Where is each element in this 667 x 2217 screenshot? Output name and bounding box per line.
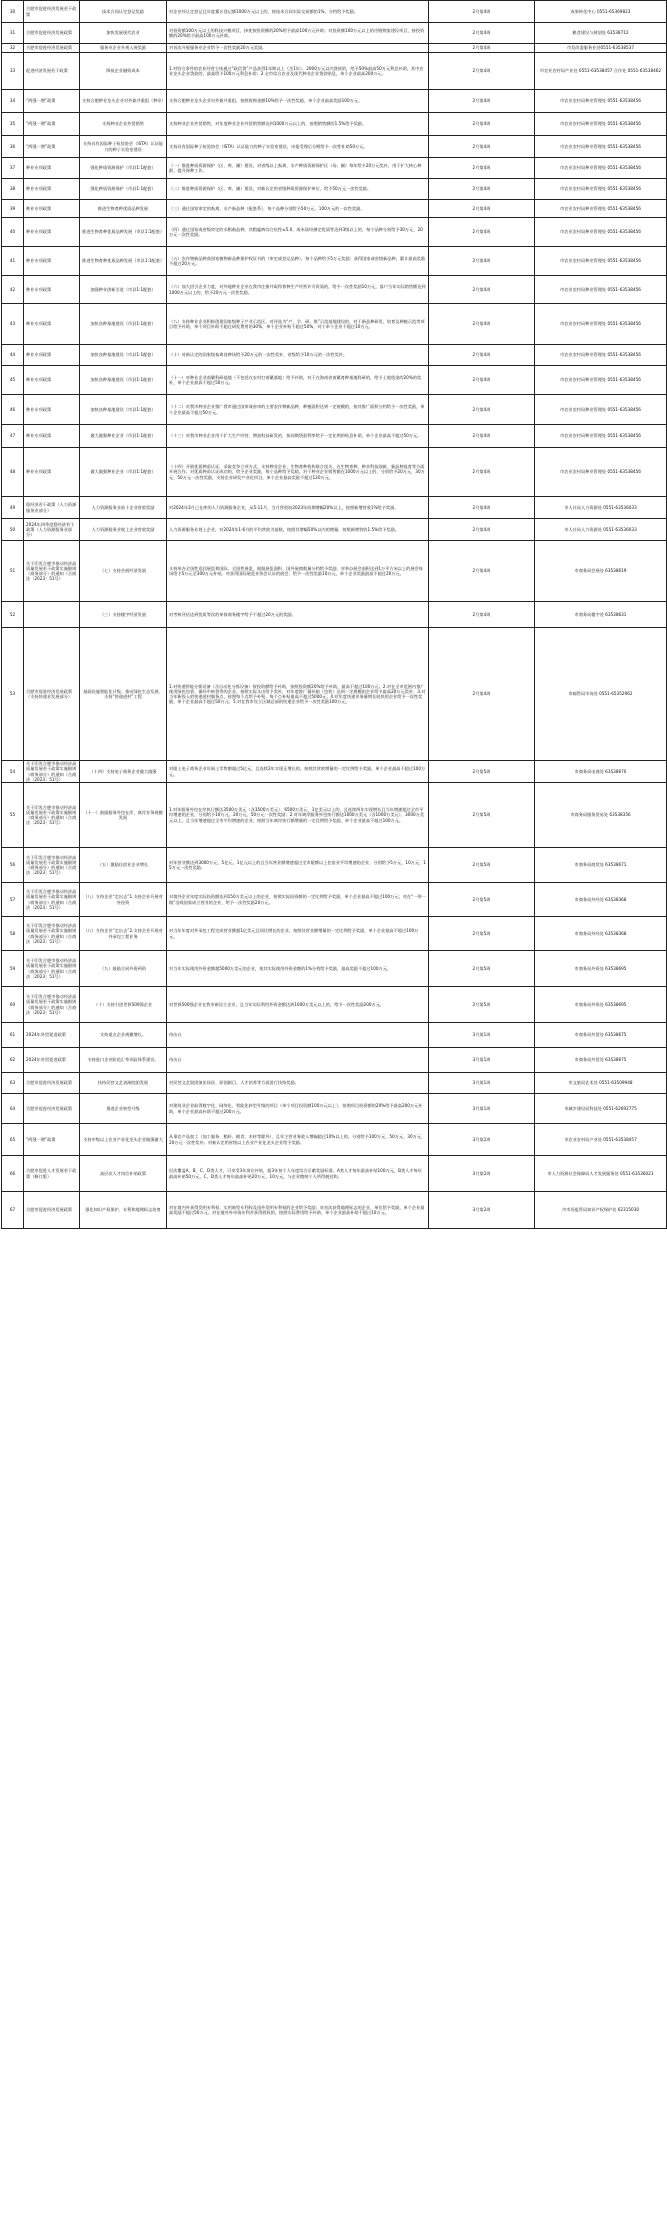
table-row: [2, 848, 667, 883]
support-content-cell: 支持种业企业外贸销售，对年度种业企业外贸销售额达到1000万元以上的，按照销售额的1.5%给予奖励。: [167, 113, 429, 136]
support-content-cell: 对建筑业企业取得数字化、网络化、智能化转型升级的项目（单个项目投资额100万元以上），按照项目投资额的20%给予最高200万元补助，单个企业最高补助不超过200万元。: [167, 1094, 429, 1124]
table-row: [2, 1073, 667, 1094]
contact-info-cell: 市农业农村局产业处 0551-63538457 合作处 0551-63538462: [535, 53, 667, 90]
row-number-cell: 61: [2, 1023, 24, 1048]
row-number-cell: 53: [2, 628, 24, 761]
contact-info-cell: 市农业农村局种业管理处 0551-63538456: [535, 395, 667, 425]
row-number-cell: 36: [2, 136, 24, 158]
table-row: [2, 44, 667, 53]
row-number-cell: 37: [2, 158, 24, 179]
policy-name-cell: “两强一增”政策: [24, 1124, 80, 1156]
contact-info-cell: 市发改委服务业处0551-63538537: [535, 44, 667, 53]
support-item-cell: 加快良种基地建设（市县1:1配套）: [80, 345, 167, 366]
support-content-cell: 对当年实际使用外资金额超5000万美元的企业，按其实际使用外资金额的1%分档给予奖励，最高奖励不超过100万元。: [167, 951, 429, 987]
contact-info-cell: 市农业农村局种业管理处 0551-63538456: [535, 179, 667, 200]
table-row: [2, 448, 667, 497]
table-row: [2, 1094, 667, 1124]
release-time-cell: 3月第2周: [429, 1156, 535, 1192]
support-item-cell: 服务业企业升规入统奖励: [80, 44, 167, 53]
policy-name-cell: 关于印发合肥市推动经济高质量发展若干政策实施细则（商务部分）的通知（合商法〔2023〕51号）: [24, 761, 80, 783]
policy-name-cell: 种业专项政策: [24, 200, 80, 218]
row-number-cell: 64: [2, 1094, 24, 1124]
policy-name-cell: 种业专项政策: [24, 448, 80, 497]
table-row: [2, 304, 667, 345]
table-row: [2, 1156, 667, 1192]
release-time-cell: 2月第4周: [429, 628, 535, 761]
support-content-cell: 对2024年3月已在库的人力资源服务企业，从5-11月，当月营收较2023年同期增幅20%以上，按照新增营收1%给予奖励。: [167, 497, 429, 519]
row-number-cell: 44: [2, 345, 24, 366]
table-row: [2, 247, 667, 276]
support-item-cell: 人力资源服务业规上企业营收奖励: [80, 519, 167, 541]
support-content-cell: 支持合肥种业龙头企业对外兼并重组，按照收购金额10%给予一次性奖励，单个企业最高奖励100万元。: [167, 90, 429, 113]
support-content-cell: 对当年年度对外承包工程完成营业额超1亿美元且同比增长的企业，按照其营业额增量的一定比例给予奖励，单个企业最高不超过100万元。: [167, 917, 429, 951]
contact-info-cell: 市农业农村局种业管理处 0551-63538456: [535, 448, 667, 497]
row-number-cell: 30: [2, 1, 24, 23]
policy-name-cell: 种业专项政策: [24, 425, 80, 448]
support-content-cell: 人力资源服务业规上企业，对2024年1-6月的平均营收为基数，按照其增幅50%以内的增量，按照新增营收1.5%给予奖励。: [167, 519, 429, 541]
row-number-cell: 51: [2, 541, 24, 602]
support-item-cell: 高层次人才岗位补贴政策: [80, 1156, 167, 1192]
release-time-cell: 2月第4周: [429, 218, 535, 247]
support-content-cell: （十）对新认定的国家级畜禽良种场给予20万元的一次性奖补，省级给予10万元的一次性奖补。: [167, 345, 429, 366]
contact-info-cell: 市商务局外资处 63538695: [535, 987, 667, 1023]
row-number-cell: 66: [2, 1156, 24, 1192]
policy-name-cell: 合肥市促进经济发展政策: [24, 23, 80, 44]
release-time-cell: 2月第4周: [429, 448, 535, 497]
support-item-cell: 支持具有国际种子检验协会（ISTA）认证能力的种子实验室建设: [80, 136, 167, 158]
row-number-cell: 57: [2, 883, 24, 917]
support-content-cell: 待出台: [167, 1023, 429, 1048]
support-item-cell: 扶持民营文艺表演院团发展: [80, 1073, 167, 1094]
policy-name-cell: 稳经济若干政策（人力资源服务业部分）: [24, 497, 80, 519]
policy-name-cell: 2024年外贸促进政策: [24, 1048, 80, 1073]
support-item-cell: 推进生物育种优质品种发展（市县1:1配套）: [80, 218, 167, 247]
release-time-cell: 2月第5周: [429, 883, 535, 917]
policy-name-cell: 种业专项政策: [24, 395, 80, 425]
row-number-cell: 45: [2, 366, 24, 395]
release-time-cell: 2月第4周: [429, 602, 535, 628]
table-row: [2, 366, 667, 395]
table-row: [2, 1192, 667, 1229]
policy-name-cell: 关于印发合肥市推动经济高质量发展若干政策实施细则（商务部分）的通知（合商法〔2023〕51号）: [24, 987, 80, 1023]
support-item-cell: 支持重点企业规模增长。: [80, 1023, 167, 1048]
support-item-cell: 做大做强种业企业（市县1:1配套）: [80, 425, 167, 448]
policy-name-cell: 关于印发合肥市推动经济高质量发展若干政策实施细则（商务部分）的通知（合商法〔2023〕51号）: [24, 783, 80, 848]
release-time-cell: 2月第4周: [429, 90, 535, 113]
support-content-cell: （十四）开展优质种苗认证，采取竞争立项方式，支持种业企业、生物育种机构联合攻关，在生物育种、种业科技创新、新品种选育等方面开展合作，对优质种苗认证成功的，给予企业奖励，每个品种给予奖励，对于种业企业销售额在1000万元以上的，分别给予20万元、30万元、50万元一次性奖励，支持企业研发产业化项目，单个企业最高奖励不超过120万元。: [167, 448, 429, 497]
release-time-cell: 2月第5周: [429, 783, 535, 848]
table-row: [2, 158, 667, 179]
support-item-cell: 加快良种基地建设（市县1:1配套）: [80, 366, 167, 395]
release-time-cell: 3月第2周: [429, 1124, 535, 1156]
table-row: [2, 987, 667, 1023]
support-item-cell: （七）支持会展经济发展: [80, 541, 167, 602]
release-time-cell: 2月第4周: [429, 276, 535, 304]
contact-info-cell: 市农业农村局种业管理处 0551-63538456: [535, 366, 667, 395]
table-row: [2, 628, 667, 761]
contact-info-cell: 市农业农村局种业管理处 0551-63538456: [535, 90, 667, 113]
release-time-cell: 2月第4周: [429, 395, 535, 425]
support-item-cell: 支持市级以上农业产业化龙头企业做强做大: [80, 1124, 167, 1156]
table-row: [2, 783, 667, 848]
support-item-cell: 基础设施智能化升级、推动绿色生态发展、支持“快递进村”工程: [80, 628, 167, 761]
table-row: [2, 602, 667, 628]
table-row: [2, 1, 667, 23]
contact-info-cell: 市邮管局市场处 0551-65352962: [535, 628, 667, 761]
table-row: [2, 1023, 667, 1048]
support-content-cell: 从事农产品加工（加工服务、稻虾、粮食、木材等除外）、且年主营业务收入增幅超过10%以上的，分别给予100万元、50万元、30万元、20万元一次性奖补。对新认定的省级以上农业产业化龙头企业给予奖励。: [167, 1124, 429, 1156]
support-item-cell: 降低企业融资成本: [80, 53, 167, 90]
release-time-cell: 2月第4周: [429, 345, 535, 366]
row-number-cell: 38: [2, 179, 24, 200]
policy-name-cell: 种业专项政策: [24, 276, 80, 304]
release-time-cell: 2月第5周: [429, 848, 535, 883]
support-content-cell: 1.对符合条件的农业经营主体通过“政信贷”产品获得1年期以上（含1年）、2000万元以内贷款的，给予50%最高50万元利息补助，其中农业龙头企业贷款的，最高给予100万元利息补助；2.全市综合农业及现代种业企业贷款贴息，单个企业最高200万元。: [167, 53, 429, 90]
table-row: [2, 136, 667, 158]
release-time-cell: 2月第4周: [429, 53, 535, 90]
policy-name-cell: “两强一增”政策: [24, 136, 80, 158]
contact-info-cell: 市人力资源社会保障局人才发展服务处 0551-63536021: [535, 1156, 667, 1192]
support-content-cell: （八）支持种业企业积极创建国家级种子产业示范区，对评选为“产、学、研、推”示范基地建设的，对于新品种研发、培育及种植示范等项目给予补助，单个项目补助不超过研发费用的30%，单个企业补贴不超过50%，对于单个企业不超过10万元。: [167, 304, 429, 345]
support-item-cell: 支持种业企业外贸销售: [80, 113, 167, 136]
support-item-cell: 推进生物育种优质品种发展（市县1:1配套）: [80, 247, 167, 276]
release-time-cell: 2月第5周: [429, 761, 535, 783]
policy-name-cell: 种业专项政策: [24, 158, 80, 179]
policy-name-cell: 种业专项政策: [24, 218, 80, 247]
release-time-cell: 2月第4周: [429, 247, 535, 276]
support-content-cell: （十三）对我市种业企业用于扩大生产经营、增加科技研发的，按同期贷款利率给予一定比例的贴息补助，单个企业最高不超过50万元。: [167, 425, 429, 448]
table-row: [2, 497, 667, 519]
support-item-cell: （三）支持楼宇经济发展: [80, 602, 167, 628]
row-number-cell: 62: [2, 1048, 24, 1073]
release-time-cell: 2月第5周: [429, 951, 535, 987]
release-time-cell: 2月第5周: [429, 917, 535, 951]
row-number-cell: 58: [2, 917, 24, 951]
release-time-cell: 2月第4周: [429, 1, 535, 23]
policy-name-cell: 种业专项政策: [24, 247, 80, 276]
table-row: [2, 883, 667, 917]
policy-name-cell: 2024年外贸促进政策: [24, 1023, 80, 1048]
table-row: [2, 519, 667, 541]
row-number-cell: 31: [2, 23, 24, 44]
support-item-cell: 人力资源服务业前十企业营收奖励: [80, 497, 167, 519]
table-row: [2, 345, 667, 366]
release-time-cell: 3月第1周: [429, 1023, 535, 1048]
row-number-cell: 33: [2, 53, 24, 90]
support-item-cell: （十）支持引进世界500强企业: [80, 987, 167, 1023]
row-number-cell: 60: [2, 987, 24, 1023]
contact-info-cell: 市农业农村局种业管理处 0551-63538456: [535, 345, 667, 366]
policy-table-body: [2, 1, 667, 1229]
table-row: [2, 179, 667, 200]
table-row: [2, 90, 667, 113]
support-content-cell: （二）推进种质资源保护（区、库、圃）建设，对新认定的省级种质资源保护单位，给予50万元一次性奖励。: [167, 179, 429, 200]
policy-name-cell: 种业专项政策: [24, 366, 80, 395]
support-content-cell: 对考核评估达到优质等次的单体商务楼宇给予不超过20万元的奖励。: [167, 602, 429, 628]
contact-info-cell: 市商务局楼宇处 63538631: [535, 602, 667, 628]
support-item-cell: 加快发展现代农业: [80, 23, 167, 44]
support-content-cell: 对投资额100万元以上的科技兴粮项目，择优按投资额的20%给予最高100万元补助；对投资额100万元以上的冷链物流建设项目，按投资额的20%给予最高100万元补助。: [167, 23, 429, 44]
row-number-cell: 41: [2, 247, 24, 276]
release-time-cell: 3月第1周: [429, 1073, 535, 1094]
release-time-cell: 3月第1周: [429, 1094, 535, 1124]
table-row: [2, 53, 667, 90]
support-item-cell: （十四）支持电子商务企业做大做强: [80, 761, 167, 783]
support-content-cell: 待出台: [167, 1048, 429, 1073]
policy-name-cell: 促进经济发展若干政策: [24, 53, 80, 90]
row-number-cell: 39: [2, 200, 24, 218]
release-time-cell: 2月第4周: [429, 425, 535, 448]
policy-name-cell: “两强一增”政策: [24, 113, 80, 136]
support-content-cell: 对首次升规服务业企业给予一次性奖励20万元奖励。: [167, 44, 429, 53]
support-item-cell: 加强种业创新引进（市县1:1配套）: [80, 276, 167, 304]
support-item-cell: 做大做强种业企业（市县1:1配套）: [80, 448, 167, 497]
support-content-cell: 对境外企业年度实际投资额达到150万美元以上的企业，按照实际投资额的一定比例给予奖励，单个企业最高不超过100万元；对在“一带一路”沿线国家成立营业的企业，给予一次性奖励20万元。: [167, 883, 429, 917]
row-number-cell: 55: [2, 783, 24, 848]
contact-info-cell: 市市场监管局知识产权保护处 62315030: [535, 1192, 667, 1229]
contact-info-cell: 市商务局外经处 63538368: [535, 883, 667, 917]
support-item-cell: 推进生物育种优质品种发展: [80, 200, 167, 218]
support-item-cell: （八）支持企业“走出去”2.支持企业开展对外承包工程业务: [80, 917, 167, 951]
table-row: [2, 541, 667, 602]
support-content-cell: （五）农作物新品种获国家植物新品种保护权证书的（审定或登记品种），每个品种给予5万元奖励；获得国家或省级新品种，累计最高奖励不超过20万元。: [167, 247, 429, 276]
contact-info-cell: 市农业农村局产业处 0551-63538457: [535, 1124, 667, 1156]
support-content-cell: （三）通过国家审定的畜禽、水产新品种（配套系），每个品种分别给予50万元、100万元的一次性奖励。: [167, 200, 429, 218]
support-item-cell: 强化知识产权保护、专利和地理标志培育: [80, 1192, 167, 1229]
support-item-cell: 支持合肥种业龙头企业对外兼并重组（种业）: [80, 90, 167, 113]
row-number-cell: 65: [2, 1124, 24, 1156]
contact-info-cell: 市商务局外贸处 63538675: [535, 1048, 667, 1073]
contact-info-cell: 市商务局外经处 63538368: [535, 917, 667, 951]
contact-info-cell: 市农业农村局种业管理处 0551-63538456: [535, 247, 667, 276]
release-time-cell: 2月第4周: [429, 23, 535, 44]
support-content-cell: （六）加大招引企业力度，对外地种业企业在我市注册并取得育种生产经营许可资质的，给予一次性奖励10万元，落户当年实际销售额达到1000万元以上的，给予20万元一次性奖励。: [167, 276, 429, 304]
contact-info-cell: 市商务局商贸处 63538671: [535, 848, 667, 883]
contact-info-cell: 市人社局人力资源处 0551-63536033: [535, 519, 667, 541]
support-content-cell: （四）通过国家或省级审定的水稻新品种，其稻瘟病综合抗性≤5.0、或米质经测定优质等达到3级以上的，每个品种分别给予30万元、20万元一次性奖励。: [167, 218, 429, 247]
support-item-cell: （九）鼓励合同外资到资: [80, 951, 167, 987]
row-number-cell: 48: [2, 448, 24, 497]
support-content-cell: （十二）对我市种业企业推广我市通过国审或省审的主要农作物新品种，种植面积达到一定规模的，按其推广面积分档给予一次性奖励，单个企业最高不超过50万元。: [167, 395, 429, 425]
support-item-cell: 强化种质资源保护（市县1:1配套）: [80, 179, 167, 200]
table-row: [2, 951, 667, 987]
support-content-cell: （十一）对种业企业南繁科研基地（不包括在农村打南繁基地）给予补助，对于在海南省南繁育种基地科研的，给予土地租金的20%的奖补，单个企业最高不超过50万元。: [167, 366, 429, 395]
row-number-cell: 47: [2, 425, 24, 448]
support-content-cell: 1.对快递智能分拣设备（含自动化分拣设备）按投资额给予补助，按照投资额20%给予补助，最高不超过100万元；2.对在全市范围内推广使用绿色包装、循环中转袋等的企业，按照实际支出给予奖补，对年度推广循环箱（包装）达到一定规模的企业给予最高20万元奖补；3.对当年新投入的快递进村服务点，按照每个点给予补贴，每个点补贴最高不超过5000元；4.对年度快递业务量增长较快的企业给予一次性奖励，单个企业最高不超过50万元；5.对在我市设立区域总部的快递企业给予一次性奖励100万元。: [167, 628, 429, 761]
support-item-cell: （五）激励住宿业企业增长: [80, 848, 167, 883]
contact-info-cell: 市农业农村局种业管理处 0551-63538456: [535, 276, 667, 304]
release-time-cell: 2月第4周: [429, 541, 535, 602]
contact-info-cell: 市商务局电商处 63538670: [535, 761, 667, 783]
support-item-cell: 强化种质资源保护（市县1:1配套）: [80, 158, 167, 179]
table-row: [2, 113, 667, 136]
support-content-cell: 对企业经认定登记且年度累计登记额1000万元以上的，按技术合同实际交易额的1%，分档给予奖励。: [167, 1, 429, 23]
release-time-cell: 2月第5周: [429, 987, 535, 1023]
row-number-cell: 32: [2, 44, 24, 53]
support-item-cell: 推进企业转型升级: [80, 1094, 167, 1124]
contact-info-cell: 市农业农村局种业管理处 0551-63538456: [535, 218, 667, 247]
release-time-cell: 2月第4周: [429, 44, 535, 53]
policy-name-cell: 合肥市促进经济发展政策: [24, 44, 80, 53]
support-item-cell: （八）支持企业“走出去”1.支持企业开展对外投资: [80, 883, 167, 917]
policy-name-cell: 关于印发合肥市推动经济高质量发展若干政策实施细则（商务部分）的通知（合商法〔2023〕51号）: [24, 848, 80, 883]
table-row: [2, 218, 667, 247]
release-time-cell: 2月第4周: [429, 200, 535, 218]
support-item-cell: 技术合同认定登记奖励: [80, 1, 167, 23]
contact-info-cell: 市商务局外贸处 63538675: [535, 1023, 667, 1048]
contact-info-cell: 市商务局服务贸易处 63538356: [535, 783, 667, 848]
policy-name-cell: 合肥市促进人才发展若干政策（修订版）: [24, 1156, 80, 1192]
contact-info-cell: 市农业农村局种业管理处 0551-63538456: [535, 304, 667, 345]
policy-name-cell: 关于印发合肥市推动经济高质量发展若干政策实施细则（商务部分）的通知（合商法〔2023〕51号）: [24, 951, 80, 987]
policy-name-cell: 合肥市促进经济发展政策（支持快递业发展部分）: [24, 628, 80, 761]
row-number-cell: 50: [2, 519, 24, 541]
support-content-cell: 支持举办全国性巡回展览和国际、全国性展览，根据展览面积、国外展商数量分档给予奖励，对举办展会面积达到1万平方米以上的展会每场给予5万元至300万元补贴。对获得国际展览业协会认证的展会，给予一次性奖励10万元，单个企业奖励最高不超过20万元。: [167, 541, 429, 602]
table-row: [2, 1124, 667, 1156]
policy-name-cell: 种业专项政策: [24, 345, 80, 366]
row-number-cell: 63: [2, 1073, 24, 1094]
contact-info-cell: 市文旅局艺术处 0551-63509948: [535, 1073, 667, 1094]
row-number-cell: 34: [2, 90, 24, 113]
support-content-cell: 对民营文艺院团演出场次、原创剧目、人才培养等方面进行扶持奖励。: [167, 1073, 429, 1094]
contact-info-cell: 市农业农村局种业管理处 0551-63538456: [535, 113, 667, 136]
support-item-cell: 加快良种基地建设（市县1:1配套）: [80, 395, 167, 425]
row-number-cell: 49: [2, 497, 24, 519]
table-row: [2, 1048, 667, 1073]
contact-info-cell: 市农业农村局种业管理处 0551-63538456: [535, 158, 667, 179]
support-item-cell: 加快良种基地建设（市县1:1配套）: [80, 304, 167, 345]
support-content-cell: 对年营业额达到3000万元、5亿元、1亿元以上的且当年营业额增速超过全市限额以上住宿业平均增速的企业，分别给予5万元、10万元、15万元一次性奖励。: [167, 848, 429, 883]
support-content-cell: 对世界500强企业在我市新设立企业，且当年实际利用外资金额达到1000万美元以上的，给予一次性奖励200万元。: [167, 987, 429, 1023]
policy-name-cell: 合肥市促进经济发展政策: [24, 1073, 80, 1094]
contact-info-cell: 成果转化中心 0551-65369823: [535, 1, 667, 23]
row-number-cell: 42: [2, 276, 24, 304]
policy-name-cell: “两强一增”政策: [24, 90, 80, 113]
contact-info-cell: 市农业农村局种业管理处 0551-63538456: [535, 200, 667, 218]
contact-info-cell: 市农业农村局种业管理处 0551-63538456: [535, 136, 667, 158]
row-number-cell: 52: [2, 602, 24, 628]
table-row: [2, 761, 667, 783]
release-time-cell: 2月第4周: [429, 366, 535, 395]
support-content-cell: （一）推进种质资源保护（区、库、圃）建设，对省级以上畜禽、水产种质资源保护区（场、圃）每年给予20万元奖补，用于扩大核心种群、提升保种工作。: [167, 158, 429, 179]
contact-info-cell: 市人社局人力资源处 0551-63536033: [535, 497, 667, 519]
policy-name-cell: 关于印发合肥市推动经济高质量发展若干政策实施细则（商务部分）的通知（合商法〔2023〕51号）: [24, 541, 80, 602]
release-time-cell: 2月第4周: [429, 158, 535, 179]
release-time-cell: 3月第1周: [429, 1048, 535, 1073]
table-row: [2, 276, 667, 304]
policy-name-cell: 合肥市促进经济发展政策: [24, 1094, 80, 1124]
table-row: [2, 425, 667, 448]
row-number-cell: 56: [2, 848, 24, 883]
release-time-cell: 2月第4周: [429, 497, 535, 519]
support-item-cell: （十一）鼓励服务外包在岸、离岸业务规模发展: [80, 783, 167, 848]
row-number-cell: 67: [2, 1192, 24, 1229]
row-number-cell: 35: [2, 113, 24, 136]
policy-name-cell: 合肥市促进经济发展政策: [24, 1192, 80, 1229]
policy-table: [1, 0, 667, 1229]
table-row: [2, 23, 667, 44]
policy-name-cell: 合肥市促进经济发展若干政策: [24, 1, 80, 23]
row-number-cell: 59: [2, 951, 24, 987]
release-time-cell: 2月第4周: [429, 519, 535, 541]
table-row: [2, 917, 667, 951]
policy-name-cell: 种业专项政策: [24, 179, 80, 200]
contact-info-cell: 市城乡建设局科技处 0551-62692775: [535, 1094, 667, 1124]
release-time-cell: 2月第4周: [429, 304, 535, 345]
support-content-cell: 层次覆盖A、B、C、D类人才，可享受3年岗位补贴，超3年按个人年度综合贡献奖励标准，A类人才每年最高补贴100万元，B类人才每年最高补贴50万元，C、D类人才每年最高补贴20万元、10万元，与企业缴纳个人所得税挂钩。: [167, 1156, 429, 1192]
contact-info-cell: 市农业农村局种业管理处 0551-63538456: [535, 425, 667, 448]
policy-name-cell: 关于印发合肥市推动经济高质量发展若干政策实施细则（商务部分）的通知（合商法〔2023〕51号）: [24, 883, 80, 917]
policy-name-cell: [24, 602, 80, 628]
release-time-cell: 2月第4周: [429, 179, 535, 200]
policy-name-cell: 种业专项政策: [24, 304, 80, 345]
contact-info-cell: 粮食建设与规划处 63538712: [535, 23, 667, 44]
row-number-cell: 46: [2, 395, 24, 425]
table-row: [2, 395, 667, 425]
row-number-cell: 54: [2, 761, 24, 783]
support-content-cell: 1.对年服务外包在岸执行额达3500万美元（含3500万美元）、6500万美元、1亿美元以上的，且连续两年实现增长且当年增速超过全市平均增速的企业，分别给予10万元、20万元、50万元一次性奖励；2.对年离岸服务外包执行额达1000万美元（含1000万美元）、3000万美元以上，且当年增速超过全市平均增速的企业，按照当年离岸执行额增量的一定比例给予奖励，单个企业最高不超过100万元。: [167, 783, 429, 848]
policy-name-cell: 2024年四季度稳经济若干政策（人力资源服务业部分）: [24, 519, 80, 541]
contact-info-cell: 市商务局外资处 63538695: [535, 951, 667, 987]
support-content-cell: 支持具有国际种子检验协会（ISTA）认证能力的种子实验室建设，申报受理后分期给予一次性补助50万元。: [167, 136, 429, 158]
row-number-cell: 40: [2, 218, 24, 247]
support-content-cell: 对在境内外获得发明专利权、实用新型专利权及国外发明专利权的企业给予奖励；对首次获得地理标志的企业、单位给予奖励，单个企业最高奖励不超过50万元。对在境外外申请专利并获得授权的，按照实际费用给予补助，单个企业最高补助不超过10万元。: [167, 1192, 429, 1229]
table-row: [2, 200, 667, 218]
support-item-cell: 支持进口企业防范汇率风险体系建设。: [80, 1048, 167, 1073]
support-content-cell: 对限上电子商务企业年网上零售额超过5亿元，且连续2年实现正增长的，按照其营收增量的一定比例给予奖励，单个企业最高不超过100万元。: [167, 761, 429, 783]
row-number-cell: 43: [2, 304, 24, 345]
release-time-cell: 3月第2周: [429, 1192, 535, 1229]
release-time-cell: 2月第4周: [429, 113, 535, 136]
release-time-cell: 2月第4周: [429, 136, 535, 158]
contact-info-cell: 市商务局会展处 63538619: [535, 541, 667, 602]
policy-name-cell: 关于印发合肥市推动经济高质量发展若干政策实施细则（商务部分）的通知（合商法〔2023〕51号）: [24, 917, 80, 951]
